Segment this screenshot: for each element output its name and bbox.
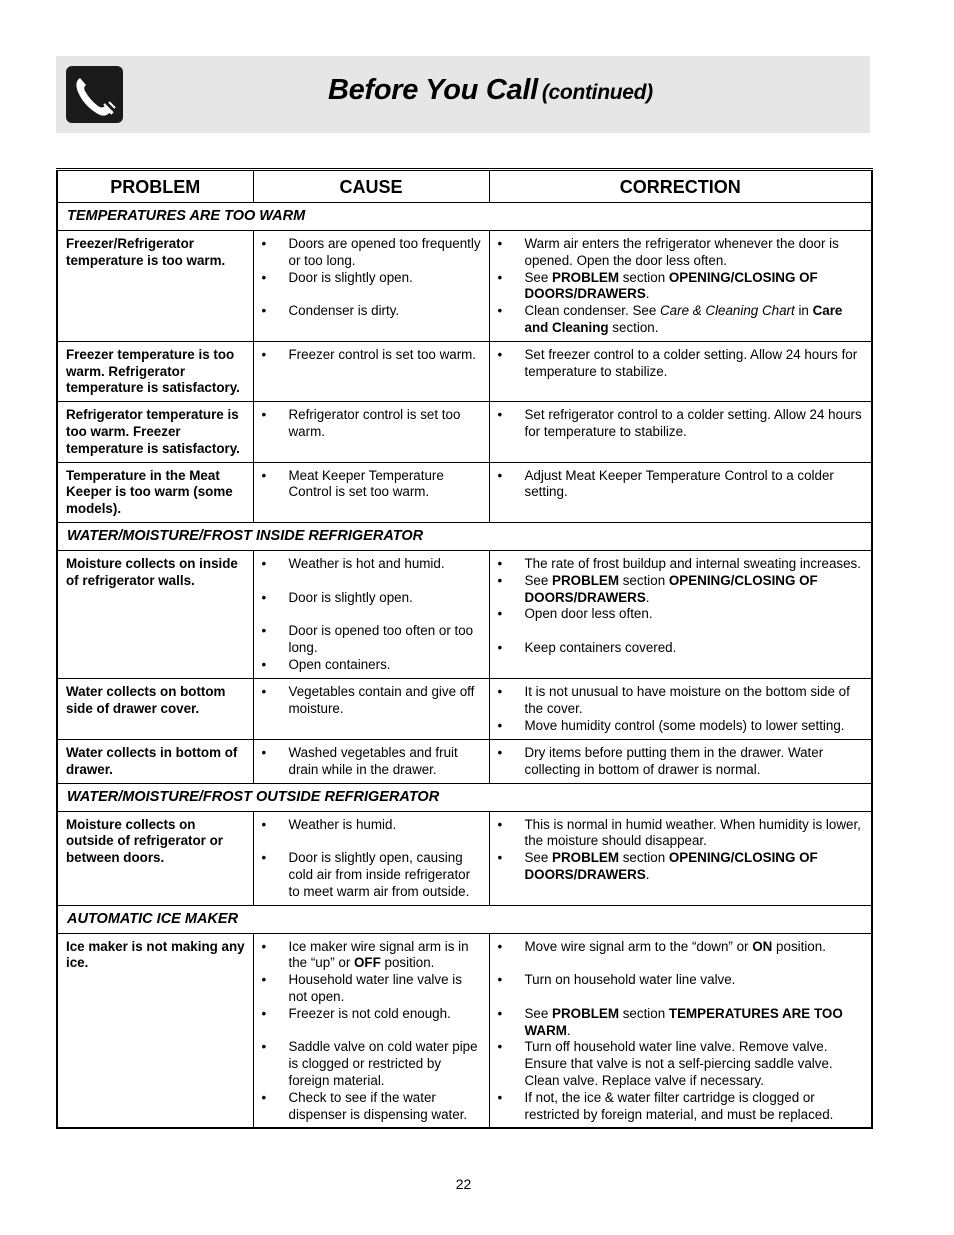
problem-cell: Moisture collects on outside of refrigerator or between doors. xyxy=(57,811,253,905)
correction-item: • Adjust Meat Keeper Temperature Control to a colder setting. xyxy=(490,468,866,502)
correction-item: • Move wire signal arm to the “down” or ON position. xyxy=(490,939,866,956)
correction-item: • Move humidity control (some models) to lower setting. xyxy=(490,718,866,735)
header-banner xyxy=(56,56,870,133)
telephone-icon xyxy=(66,66,123,123)
cause-cell xyxy=(253,550,489,678)
cause-item: • Door is opened too often or too long. xyxy=(254,623,483,657)
cause-item: • Weather is hot and humid. xyxy=(254,556,483,573)
cause-cell xyxy=(253,933,489,1128)
table-row xyxy=(57,811,872,905)
correction-item: • See PROBLEM section OPENING/CLOSING OF DOORS/DRAWERS. xyxy=(490,573,866,607)
cause-item: • Check to see if the water dispenser is dispensing water. xyxy=(254,1090,483,1124)
correction-item: • See PROBLEM section TEMPERATURES ARE TOO WARM. xyxy=(490,1006,866,1040)
page-subtitle: (continued) xyxy=(541,81,653,104)
problem-cell: Freezer/Refrigerator temperature is too warm. xyxy=(57,231,253,342)
cause-cell xyxy=(253,811,489,905)
correction-cell xyxy=(489,811,872,905)
correction-item: • If not, the ice & water filter cartridge is clogged or restricted by foreign material, and must be replaced. xyxy=(490,1090,866,1124)
correction-cell xyxy=(489,402,872,462)
correction-item: • See PROBLEM section OPENING/CLOSING OF DOORS/DRAWERS. xyxy=(490,850,866,884)
table-row xyxy=(57,462,872,522)
correction-item: • Turn on household water line valve. xyxy=(490,972,866,989)
correction-item: • It is not unusual to have moisture on the bottom side of the cover. xyxy=(490,684,866,718)
problem-cell: Ice maker is not making any ice. xyxy=(57,933,253,1128)
column-header-cause: CAUSE xyxy=(253,170,489,203)
table-row xyxy=(57,550,872,678)
cause-item: • Refrigerator control is set too warm. xyxy=(254,407,483,441)
correction-item: • Warm air enters the refrigerator whenever the door is opened. Open the door less often. xyxy=(490,236,866,270)
problem-cell: Freezer temperature is too warm. Refrigerator temperature is satisfactory. xyxy=(57,341,253,401)
section-header xyxy=(57,905,872,933)
cause-cell xyxy=(253,231,489,342)
cause-item: • Ice maker wire signal arm is in the “up” or OFF position. xyxy=(254,939,483,973)
section-header xyxy=(57,783,872,811)
correction-item: • Keep containers covered. xyxy=(490,640,866,657)
cause-item: • Doors are opened too frequently or too long. xyxy=(254,236,483,270)
column-header-correction: CORRECTION xyxy=(489,170,872,203)
problem-cell: Moisture collects on inside of refrigerator walls. xyxy=(57,550,253,678)
correction-cell xyxy=(489,550,872,678)
correction-item: • Clean condenser. See Care & Cleaning Chart in Care and Cleaning section. xyxy=(490,303,866,337)
table-row xyxy=(57,341,872,401)
cause-item: • Vegetables contain and give off moisture. xyxy=(254,684,483,718)
page-number: 22 xyxy=(455,1176,472,1192)
section-header xyxy=(57,203,872,231)
problem-cell: Refrigerator temperature is too warm. Freezer temperature is satisfactory. xyxy=(57,402,253,462)
correction-item: • Dry items before putting them in the drawer. Water collecting in bottom of drawer is normal. xyxy=(490,745,866,779)
column-header-problem: PROBLEM xyxy=(57,170,253,203)
cause-item: • Freezer is not cold enough. xyxy=(254,1006,483,1023)
table-row xyxy=(57,739,872,783)
problem-cell: Temperature in the Meat Keeper is too warm (some models). xyxy=(57,462,253,522)
correction-cell xyxy=(489,933,872,1128)
cause-cell xyxy=(253,402,489,462)
section-title: AUTOMATIC ICE MAKER xyxy=(57,905,872,933)
cause-item: • Door is slightly open, causing cold air from inside refrigerator to meet warm air from outside. xyxy=(254,850,483,900)
cause-cell xyxy=(253,678,489,739)
section-header xyxy=(57,522,872,550)
correction-item: • See PROBLEM section OPENING/CLOSING OF DOORS/DRAWERS. xyxy=(490,270,866,304)
cause-item: • Freezer control is set too warm. xyxy=(254,347,483,364)
cause-item: • Meat Keeper Temperature Control is set too warm. xyxy=(254,468,483,502)
correction-cell xyxy=(489,462,872,522)
table-header-row xyxy=(57,170,872,203)
correction-item: • Turn off household water line valve. Remove valve. Ensure that valve is not a self-piercing saddle valve. Clean valve. Replace valve if necessary. xyxy=(490,1039,866,1089)
correction-item: • Set freezer control to a colder setting. Allow 24 hours for temperature to stabilize. xyxy=(490,347,866,381)
correction-item: • Set refrigerator control to a colder setting. Allow 24 hours for temperature to stabilize. xyxy=(490,407,866,441)
cause-cell xyxy=(253,341,489,401)
correction-item: • The rate of frost buildup and internal sweating increases. xyxy=(490,556,866,573)
cause-item: • Household water line valve is not open. xyxy=(254,972,483,1006)
section-title: WATER/MOISTURE/FROST OUTSIDE REFRIGERATOR xyxy=(57,783,872,811)
cause-item: • Door is slightly open. xyxy=(254,590,483,607)
cause-item: • Washed vegetables and fruit drain while in the drawer. xyxy=(254,745,483,779)
cause-item: • Open containers. xyxy=(254,657,483,674)
cause-item: • Door is slightly open. xyxy=(254,270,483,287)
table-row xyxy=(57,933,872,1128)
section-title: WATER/MOISTURE/FROST INSIDE REFRIGERATOR xyxy=(57,522,872,550)
correction-cell xyxy=(489,678,872,739)
table-row xyxy=(57,678,872,739)
problem-cell: Water collects on bottom side of drawer cover. xyxy=(57,678,253,739)
correction-cell xyxy=(489,739,872,783)
section-title: TEMPERATURES ARE TOO WARM xyxy=(57,203,872,231)
page-title: Before You Call (continued) xyxy=(328,74,653,106)
cause-item: • Weather is humid. xyxy=(254,817,483,834)
troubleshooting-table xyxy=(56,168,873,1129)
cause-cell xyxy=(253,462,489,522)
correction-cell xyxy=(489,231,872,342)
cause-cell xyxy=(253,739,489,783)
correction-item: • This is normal in humid weather. When humidity is lower, the moisture should disappear. xyxy=(490,817,866,851)
table-row xyxy=(57,402,872,462)
problem-cell: Water collects in bottom of drawer. xyxy=(57,739,253,783)
correction-item: • Open door less often. xyxy=(490,606,866,623)
cause-item: • Condenser is dirty. xyxy=(254,303,483,320)
correction-cell xyxy=(489,341,872,401)
cause-item: • Saddle valve on cold water pipe is clogged or restricted by foreign material. xyxy=(254,1039,483,1089)
table-row xyxy=(57,231,872,342)
